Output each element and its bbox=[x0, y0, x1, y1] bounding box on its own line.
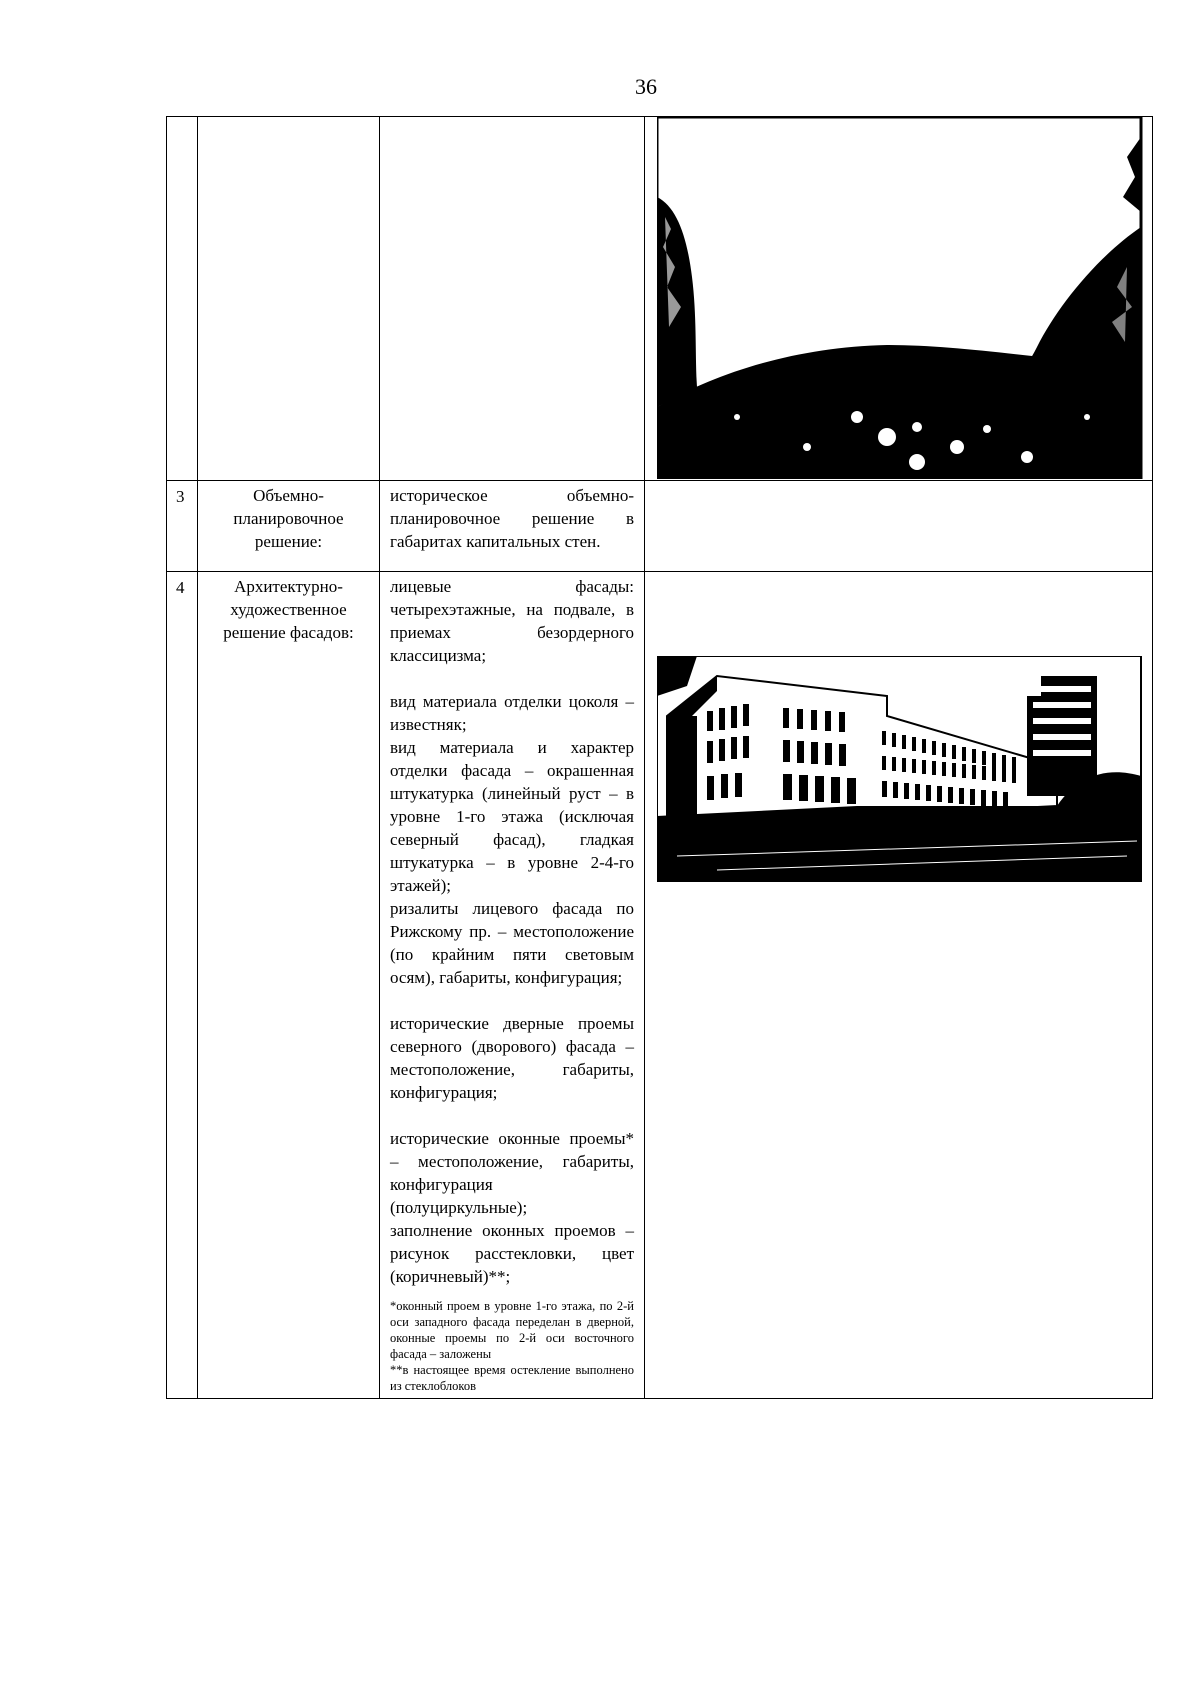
description-paragraph: заполнение оконных проемов – рисунок расстекловки, цвет (коричневый)**; bbox=[390, 1221, 634, 1286]
description-paragraph: ризалиты лицевого фасада по Рижскому пр. – местоположение (по крайним пяти световым осям), габариты, конфигурация; bbox=[390, 899, 634, 987]
description-paragraph: исторические оконные проемы* – местоположение, габариты, конфигурация (полуциркульные); bbox=[390, 1129, 634, 1217]
courtyard-photo bbox=[657, 117, 1165, 479]
table-row bbox=[167, 481, 1153, 572]
footnote: **в настоящее время остекление выполнено из стеклоблоков bbox=[390, 1363, 634, 1393]
row-number bbox=[167, 117, 198, 481]
description-paragraph: вид материала отделки цоколя – известняк; bbox=[390, 692, 634, 734]
row-name: Архитектурно-художественное решение фасадов: bbox=[198, 572, 380, 1399]
description-text: историческое объемно-планировочное решение в габаритах капитальных стен. bbox=[390, 486, 634, 551]
description-paragraph: вид материала и характер отделки фасада – окрашенная штукатурка (линейный руст – в уровне 1-го этажа (исключая северный фасад), гладкая штукатурка – в уровне 2-4-го этажей); bbox=[390, 738, 634, 895]
building-photo bbox=[657, 656, 1165, 886]
description-paragraph: лицевые фасады: четырехэтажные, на подвале, в приемах безордерного классицизма; bbox=[390, 577, 634, 665]
table-row bbox=[167, 117, 1153, 481]
photo-cell bbox=[645, 481, 1153, 572]
monument-table bbox=[166, 116, 1153, 1399]
photo-cell bbox=[645, 572, 1153, 1399]
footnote: *оконный проем в уровне 1-го этажа, по 2-й оси западного фасада переделан в дверной, оконные проемы по 2-й оси восточного фасада – заложены bbox=[390, 1299, 634, 1361]
row-number: 4 bbox=[167, 572, 198, 1399]
table-row bbox=[167, 572, 1153, 1399]
row-description bbox=[380, 572, 645, 1399]
row-name bbox=[198, 117, 380, 481]
row-description bbox=[380, 481, 645, 572]
description-paragraph: исторические дверные проемы северного (дворового) фасада – местоположение, габариты, конфигурация; bbox=[390, 1014, 634, 1102]
row-description bbox=[380, 117, 645, 481]
row-number: 3 bbox=[167, 481, 198, 572]
row-name: Объемно-планировочное решение: bbox=[198, 481, 380, 572]
photo-cell bbox=[645, 117, 1153, 481]
page-number: 36 bbox=[635, 74, 657, 99]
